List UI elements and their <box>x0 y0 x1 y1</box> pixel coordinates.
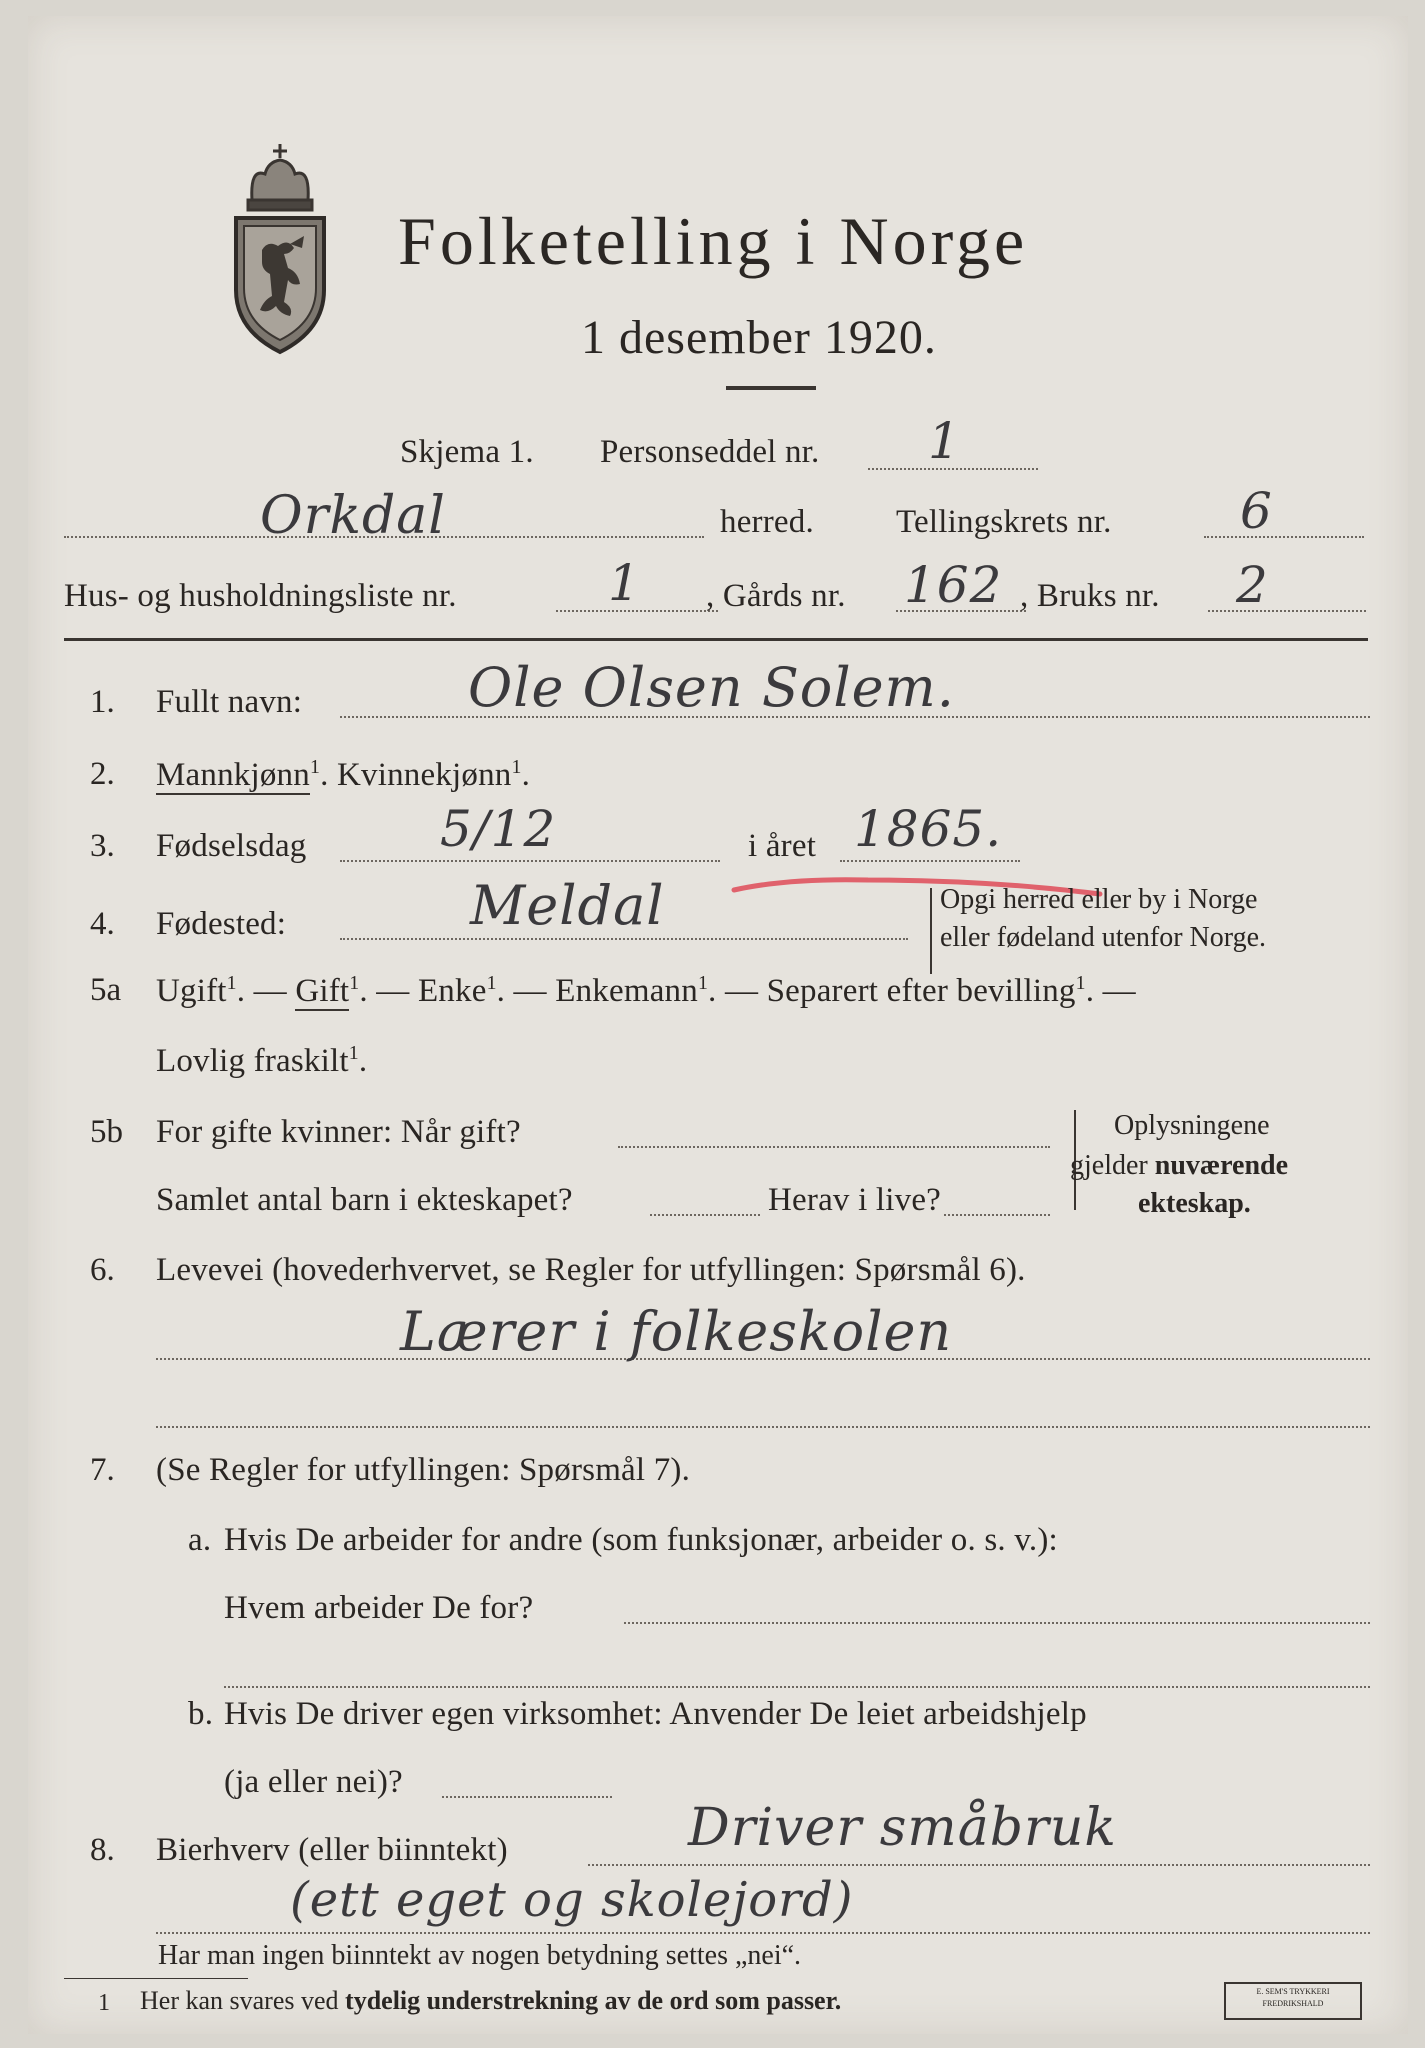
bruks-field-line <box>1208 610 1366 612</box>
q7b-letter: b. <box>188 1696 214 1732</box>
q7a-line1: Hvis De arbeider for andre (som funksjonær, arbeider o. s. v.): <box>224 1522 1058 1558</box>
birthdate-label: Fødselsdag <box>156 828 307 864</box>
title-divider <box>726 386 816 390</box>
married-women-label: For gifte kvinner: Når gift? <box>156 1114 521 1150</box>
birthplace-note-brace <box>930 888 932 974</box>
q7a-letter: a. <box>188 1522 212 1558</box>
bruks-value: 2 <box>1236 556 1269 614</box>
side-income-note: Har man ingen biinntekt av nogen betydning settes „nei“. <box>158 1940 802 1971</box>
marriage-note-line2: gjelder nuværende <box>1070 1150 1289 1181</box>
employer-field-line-1 <box>624 1622 1370 1624</box>
q7-label: (Se Regler for utfyllingen: Spørsmål 7). <box>156 1452 691 1488</box>
q8-number: 8. <box>90 1832 115 1868</box>
hired-help-label: (ja eller nei)? <box>224 1764 403 1800</box>
census-date: 1 desember 1920. <box>581 311 937 364</box>
birth-year-field-line <box>840 860 1020 862</box>
marital-status-options: Ugift$^1$. — Gift$^1$. — Enke$^1$. — Enkemann$^1$. — Separert efter bevilling$^1$. — <box>156 972 1136 1009</box>
female-option: Kvinnekjønn <box>336 757 512 793</box>
q7-number: 7. <box>90 1452 115 1488</box>
coat-of-arms-icon <box>220 140 340 360</box>
herred-label: herred. <box>720 504 814 540</box>
birthplace-note-line1: Opgi herred eller by i Norge <box>940 884 1258 915</box>
personseddel-label: Personseddel nr. <box>600 434 820 470</box>
q1-number: 1. <box>90 684 115 720</box>
male-option: Mannkjønn <box>156 757 310 793</box>
option-separert: Separert efter bevilling <box>766 973 1076 1009</box>
census-form-page <box>28 16 1408 2034</box>
schema-label: Skjema 1. <box>400 434 534 470</box>
side-income-label: Bierhverv (eller biinntekt) <box>156 1832 508 1868</box>
marriage-note-line3: ekteskap. <box>1138 1188 1251 1219</box>
birthplace-note-line2: eller fødeland utenfor Norge. <box>940 922 1267 953</box>
birthdate-field-line <box>340 860 720 862</box>
footnote-marker: 1 <box>98 1990 110 2016</box>
children-alive-label: Herav i live? <box>768 1182 942 1218</box>
children-alive-field-line <box>944 1214 1050 1216</box>
side-income-value-line2: (ett eget og skolejord) <box>290 1872 854 1928</box>
personseddel-value: 1 <box>928 412 961 470</box>
birthplace-field-line <box>340 938 908 940</box>
husliste-label: Hus- og husholdningsliste nr. <box>64 578 457 614</box>
marriage-note-line1: Oplysningene <box>1114 1110 1270 1141</box>
tellingskrets-value: 6 <box>1240 482 1273 540</box>
side-income-field-line-2 <box>156 1932 1370 1934</box>
printer-stamp: E. SEM'S TRYKKERI FREDRIKSHALD <box>1224 1982 1362 2020</box>
option-lovlig-fraskilt: Lovlig fraskilt <box>156 1043 349 1079</box>
tellingskrets-label: Tellingskrets nr. <box>896 504 1112 540</box>
birthdate-value: 5/12 <box>440 800 557 858</box>
bruks-label: , Bruks nr. <box>1020 578 1160 614</box>
children-total-label: Samlet antal barn i ekteskapet? <box>156 1182 573 1218</box>
gards-label: , Gårds nr. <box>706 578 846 614</box>
option-ugift: Ugift <box>156 973 227 1009</box>
side-income-field-line-1 <box>588 1864 1370 1866</box>
q2-number: 2. <box>90 756 115 792</box>
hired-help-field-line <box>442 1796 612 1798</box>
occupation-value: Lærer i folkeskolen <box>400 1300 953 1363</box>
header-divider <box>64 638 1368 641</box>
children-total-field-line <box>650 1214 760 1216</box>
q5b-number: 5b <box>90 1114 123 1150</box>
side-income-value-line1: Driver småbruk <box>688 1798 1117 1858</box>
birthplace-value: Meldal <box>470 874 665 937</box>
footnote-text: Her kan svares ved tydelig understrekning av de ord som passer. <box>140 1986 842 2015</box>
marital-status-line2: Lovlig fraskilt$^1$. <box>156 1042 368 1079</box>
q5a-number: 5a <box>90 972 122 1008</box>
option-enkemann: Enkemann <box>555 973 698 1009</box>
sex-options: Mannkjønn$^1$. Kvinnekjønn$^1$. <box>156 756 531 793</box>
gards-value: 162 <box>904 556 1003 614</box>
employer-label: Hvem arbeider De for? <box>224 1590 534 1626</box>
q6-number: 6. <box>90 1252 115 1288</box>
occupation-label: Levevei (hovederhvervet, se Regler for utfyllingen: Spørsmål 6). <box>156 1252 1026 1288</box>
birth-year-value: 1865. <box>854 800 1003 858</box>
q4-number: 4. <box>90 906 115 942</box>
q3-number: 3. <box>90 828 115 864</box>
husliste-value: 1 <box>608 554 641 612</box>
occupation-field-line-2 <box>156 1426 1370 1428</box>
tellingskrets-field-line <box>1204 536 1364 538</box>
form-title: Folketelling i Norge <box>398 203 1029 279</box>
option-enke: Enke <box>417 973 487 1009</box>
birth-year-label: i året <box>748 828 817 864</box>
full-name-value: Ole Olsen Solem. <box>468 656 955 719</box>
q7b-line1: Hvis De driver egen virksomhet: Anvender De leiet arbeidshjelp <box>224 1696 1087 1732</box>
footnote-divider <box>64 1978 248 1979</box>
birthplace-label: Fødested: <box>156 906 287 942</box>
full-name-label: Fullt navn: <box>156 684 303 720</box>
option-gift: Gift <box>295 973 350 1009</box>
herred-value: Orkdal <box>260 486 446 546</box>
employer-field-line-2 <box>224 1686 1370 1688</box>
marriage-date-field-line <box>618 1146 1050 1148</box>
